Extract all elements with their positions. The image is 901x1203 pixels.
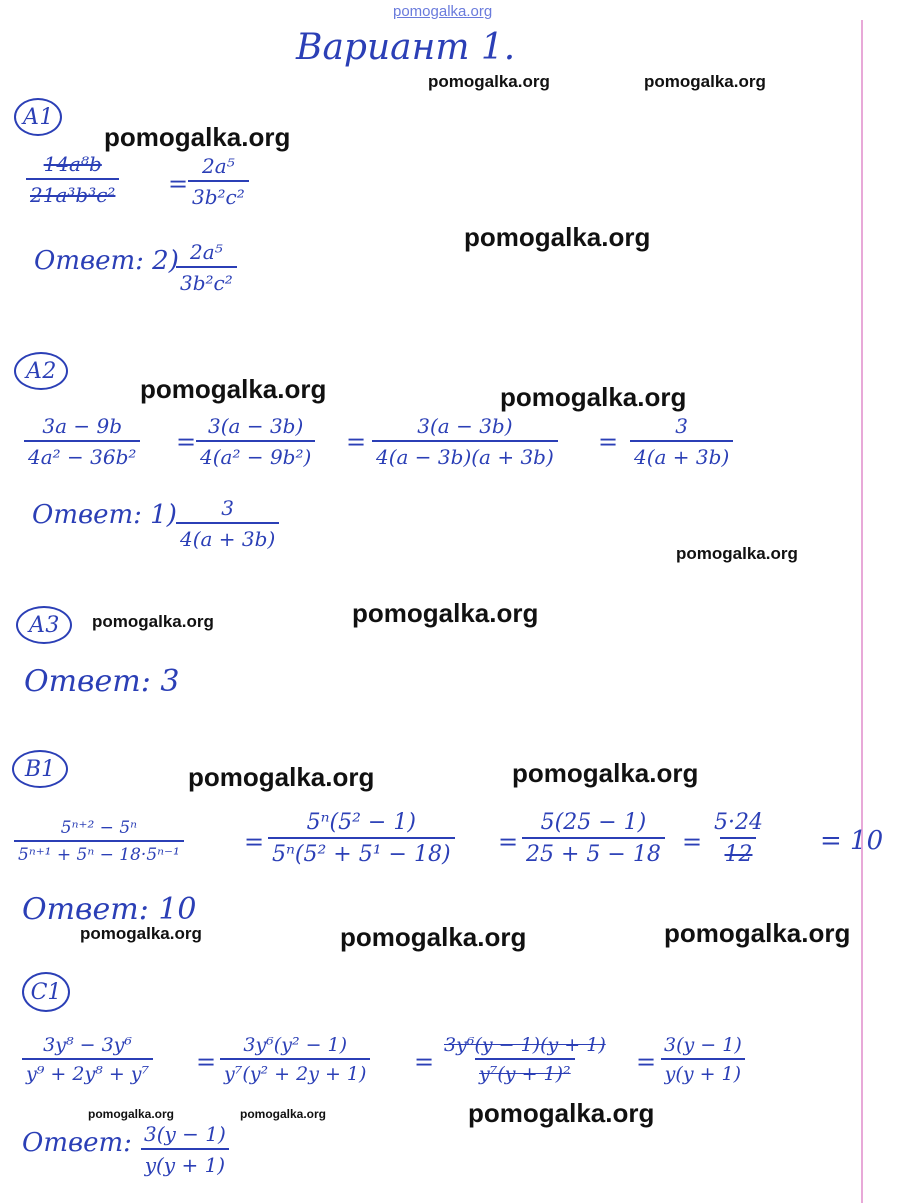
equals-sign: = <box>196 1048 217 1076</box>
a2-f4-denominator: 4(a + 3b) <box>630 440 733 469</box>
watermark: pomogalka.org <box>464 222 651 252</box>
task-label-b1: В1 <box>12 750 68 788</box>
page-title: Вариант 1. <box>296 27 516 68</box>
c1-answer-prefix: Ответ: <box>22 1128 132 1158</box>
c1-f1-numerator: 3y⁸ − 3y⁶ <box>43 1034 133 1056</box>
c1-fraction-3 <box>440 1034 610 1085</box>
watermark: pomogalka.org <box>352 598 539 628</box>
b1-f4-denominator: 12 <box>720 837 756 867</box>
b1-fraction-2 <box>268 810 455 867</box>
watermark: pomogalka.org <box>188 762 375 792</box>
a1-fraction-2 <box>188 154 249 209</box>
c1-f3-numerator: 3y⁶(y − 1)(y + 1) <box>444 1034 606 1056</box>
a2-fraction-3 <box>372 414 558 469</box>
a2-f2-denominator: 4(a² − 9b²) <box>196 440 315 469</box>
a1-answer-numerator: 2a⁵ <box>190 240 223 264</box>
b1-fraction-3 <box>522 810 665 867</box>
a2-f3-denominator: 4(a − 3b)(a + 3b) <box>372 440 558 469</box>
watermark: pomogalka.org <box>468 1098 655 1128</box>
watermark: pomogalka.org <box>512 758 699 788</box>
watermark: pomogalka.org <box>664 918 851 948</box>
equals-sign: = <box>498 828 519 856</box>
c1-fraction-4 <box>660 1034 746 1085</box>
a1-f1-numerator: 14a⁸b <box>43 152 102 176</box>
a1-answer-fraction <box>176 240 237 295</box>
equals-sign: = <box>346 428 367 456</box>
equals-sign: = <box>682 828 703 856</box>
a2-fraction-2 <box>196 414 315 469</box>
a2-f1-numerator: 3a − 9b <box>42 414 123 438</box>
c1-fraction-2 <box>220 1034 370 1085</box>
a1-f1-denominator: 21a³b³c² <box>26 178 119 207</box>
c1-answer-fraction <box>140 1122 230 1177</box>
b1-f3-numerator: 5(25 − 1) <box>540 810 647 835</box>
a2-fraction-4 <box>630 414 733 469</box>
equals-sign: = <box>244 828 265 856</box>
b1-answer: Ответ: 10 <box>22 892 197 927</box>
a1-f2-denominator: 3b²c² <box>188 180 249 209</box>
task-label-a3: А3 <box>16 606 72 644</box>
a2-f4-numerator: 3 <box>675 414 688 438</box>
c1-f4-numerator: 3(y − 1) <box>664 1034 742 1056</box>
equals-sign: = <box>168 170 189 198</box>
watermark: pomogalka.org <box>500 382 687 412</box>
a2-f2-numerator: 3(a − 3b) <box>208 414 304 438</box>
a2-fraction-1 <box>24 414 140 469</box>
equals-sign: = <box>414 1048 435 1076</box>
watermark: pomogalka.org <box>92 612 214 631</box>
equals-sign: = <box>176 428 197 456</box>
watermark: pomogalka.org <box>340 922 527 952</box>
a2-f1-denominator: 4a² − 36b² <box>24 440 140 469</box>
b1-fraction-4 <box>710 810 767 867</box>
b1-f3-denominator: 25 + 5 − 18 <box>522 837 665 867</box>
a2-answer-numerator: 3 <box>221 496 234 520</box>
task-label-c1: С1 <box>22 972 70 1012</box>
a2-f3-numerator: 3(a − 3b) <box>417 414 513 438</box>
a2-answer-fraction <box>176 496 279 551</box>
watermark: pomogalka.org <box>88 1107 175 1121</box>
b1-f4-numerator: 5·24 <box>714 810 763 835</box>
task-label-a1: А1 <box>14 98 62 136</box>
equals-sign: = <box>636 1048 657 1076</box>
c1-f2-numerator: 3y⁶(y² − 1) <box>243 1034 348 1056</box>
c1-f2-denominator: y⁷(y² + 2y + 1) <box>220 1058 370 1085</box>
watermark: pomogalka.org <box>140 374 327 404</box>
c1-f1-denominator: y⁹ + 2y⁸ + y⁷ <box>22 1058 153 1085</box>
c1-answer-denominator: y(y + 1) <box>141 1148 229 1177</box>
c1-f3-denominator: y⁷(y + 1)² <box>475 1058 575 1085</box>
watermark: pomogalka.org <box>240 1107 327 1121</box>
b1-f1-numerator: 5ⁿ⁺² − 5ⁿ <box>60 818 138 838</box>
a1-answer-prefix: Ответ: 2) <box>34 246 179 276</box>
b1-fraction-1 <box>14 818 184 865</box>
a1-fraction-1 <box>26 152 119 207</box>
b1-result: = 10 <box>820 826 884 856</box>
c1-answer-numerator: 3(y − 1) <box>144 1122 226 1146</box>
b1-f2-numerator: 5ⁿ(5² − 1) <box>306 810 416 835</box>
equals-sign: = <box>598 428 619 456</box>
b1-f2-denominator: 5ⁿ(5² + 5¹ − 18) <box>268 837 455 867</box>
a1-answer-denominator: 3b²c² <box>176 266 237 295</box>
watermark: pomogalka.org <box>644 72 766 91</box>
a2-answer-prefix: Ответ: 1) <box>32 500 177 530</box>
c1-f4-denominator: y(y + 1) <box>661 1058 745 1085</box>
watermark: pomogalka.org <box>676 544 798 563</box>
watermark: pomogalka.org <box>80 924 202 943</box>
b1-f1-denominator: 5ⁿ⁺¹ + 5ⁿ − 18·5ⁿ⁻¹ <box>14 840 184 865</box>
watermark-top[interactable]: pomogalka.org <box>393 3 493 20</box>
a1-f2-numerator: 2a⁵ <box>202 154 235 178</box>
c1-fraction-1 <box>22 1034 153 1085</box>
a2-answer-denominator: 4(a + 3b) <box>176 522 279 551</box>
a3-answer: Ответ: 3 <box>24 664 180 699</box>
watermark: pomogalka.org <box>104 122 291 152</box>
watermark: pomogalka.org <box>428 72 550 91</box>
task-label-a2: А2 <box>14 352 68 390</box>
page-margin-line <box>861 20 863 1203</box>
